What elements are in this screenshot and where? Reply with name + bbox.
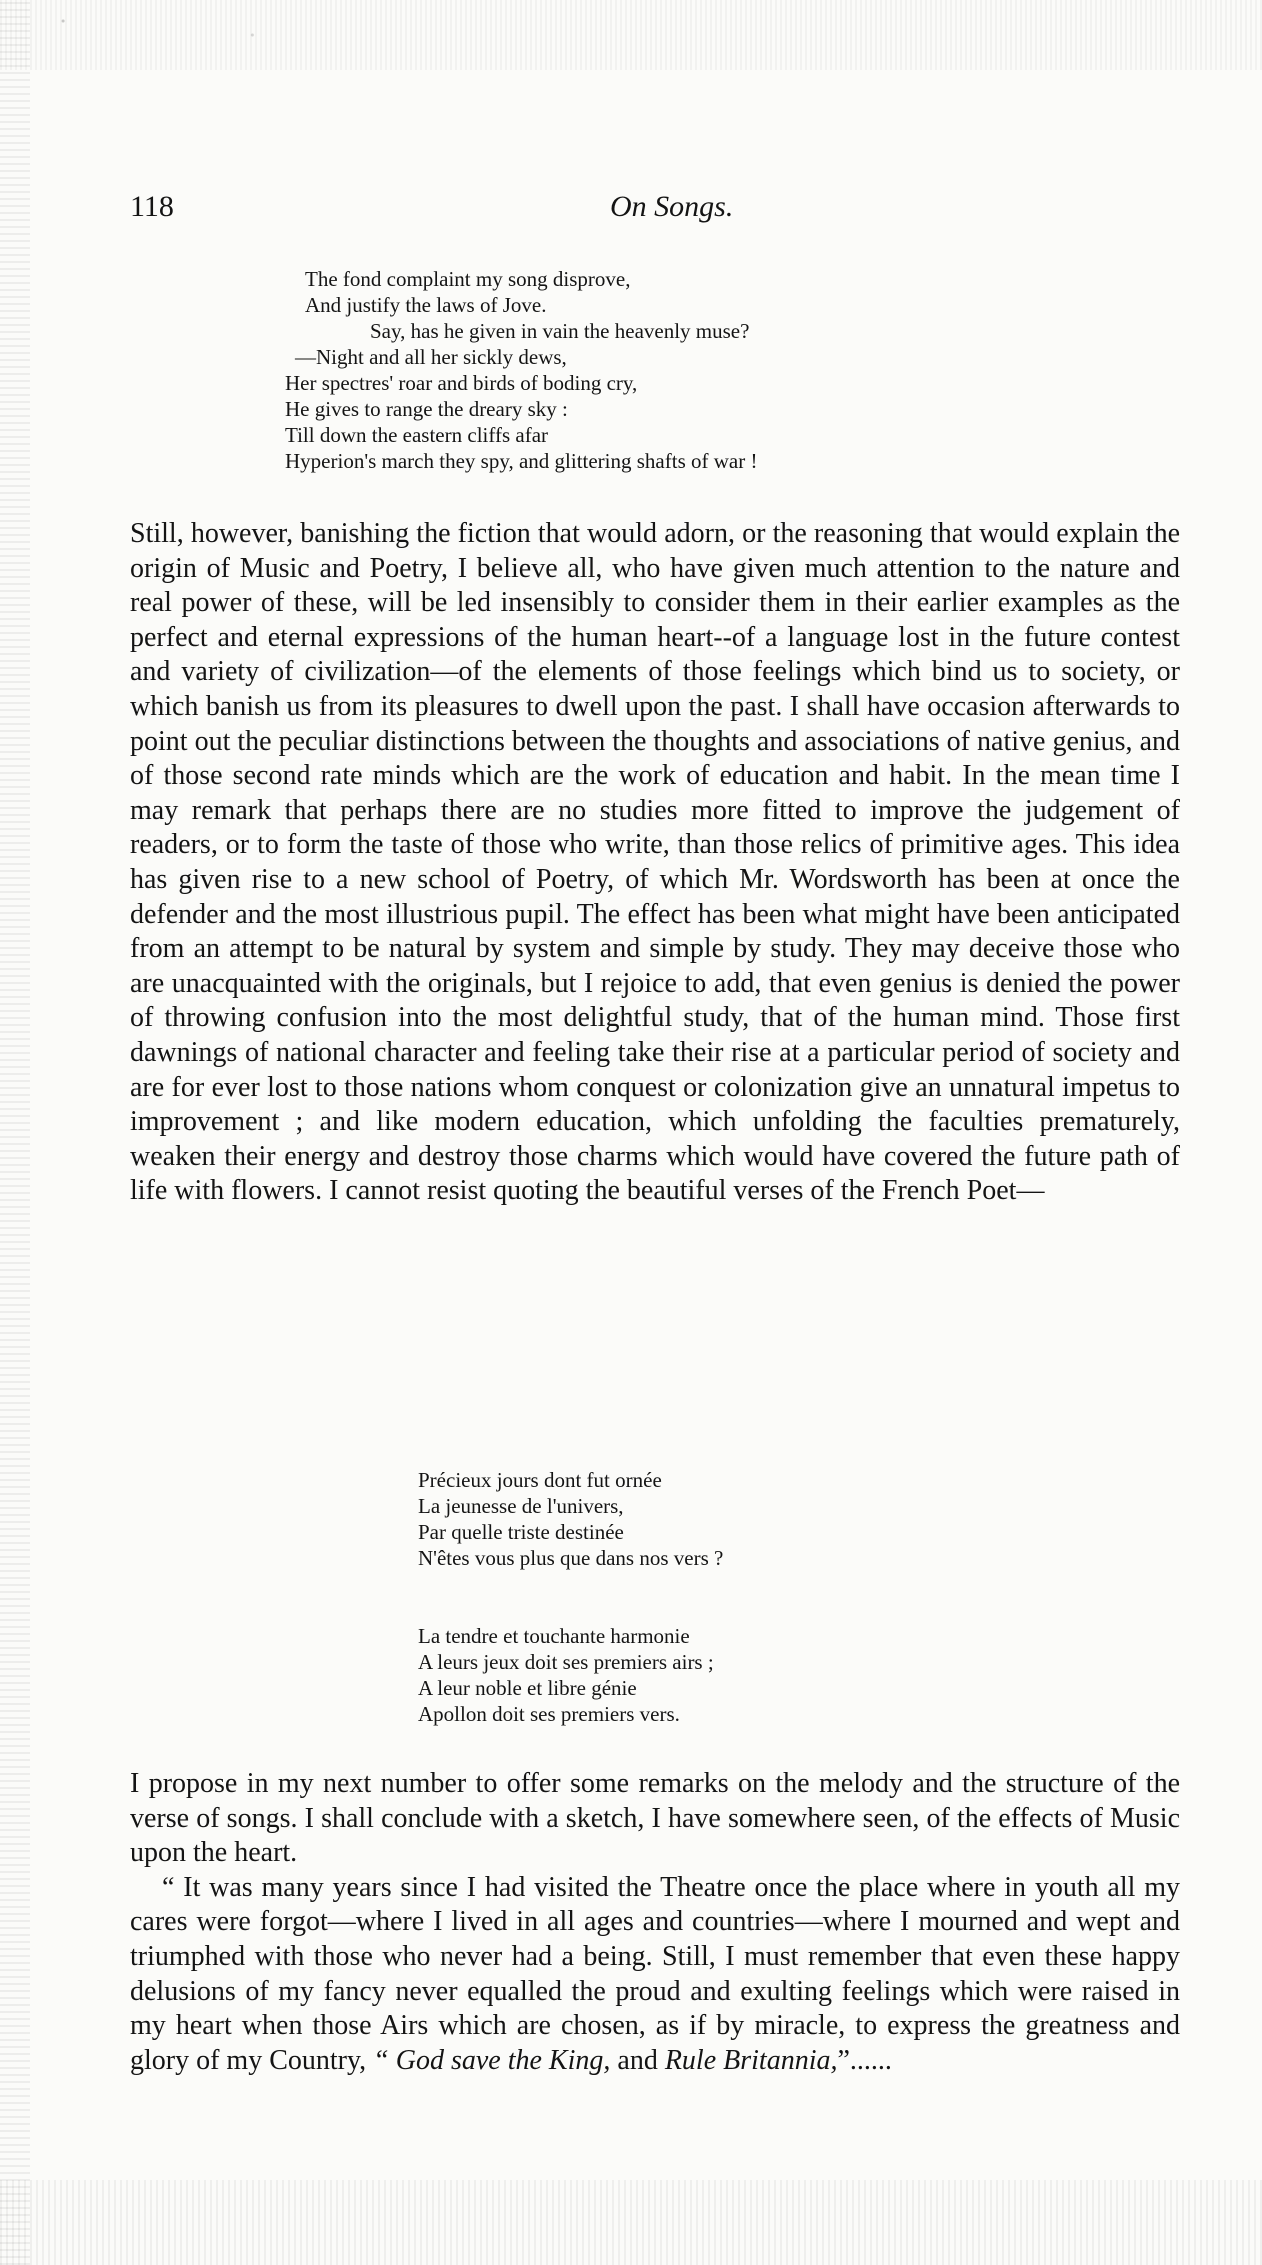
- page-header: [130, 190, 1180, 230]
- verse-line: Say, has he given in vain the heavenly muse?: [370, 319, 750, 343]
- verse-line: —Night and all her sickly dews,: [295, 345, 567, 369]
- closing-section: [130, 1767, 1180, 2078]
- paragraph-1-text: Still, however, banishing the fiction that would adorn, or the reasoning that would explain the origin of Music and Poetry, I believe all, who have given much attention to the nature and real power of these, will be led insensibly to consider them in their earlier examples as the perfect and eternal expressions of the human heart--of a language lost in the future contest and variety of civilization—of the elements of those feelings which bind us to society, or which banish us from its pleasures to dwell upon the past. I shall have occasion afterwards to point out the peculiar distinctions between the thoughts and associations of native genius, and of those second rate minds which are the work of education and habit. In the mean time I may remark that perhaps there are no studies more fitted to improve the judgement of readers, or to form the taste of those who write, than those relics of primitive ages. This idea has given rise to a new school of Poetry, of which Mr. Wordsworth has been at once the defender and the most illustrious pupil. The effect has been what might have been anticipated from an attempt to be natural by system and simple by study. They may deceive those who are unacquainted with the originals, but I rejoice to add, that even genius is denied the power of throwing confusion into the most delightful study, that of the human mind. Those first dawnings of national character and feeling take their rise at a particular period of society and are for ever lost to those nations whom conquest or colonization give an unnatural impetus to improvement ; and like modern education, which unfolding the faculties prematurely, weaken their energy and destroy those charms which would have covered the future path of life with flowers. I cannot resist quoting the beautiful verses of the French Poet—: [130, 518, 1180, 1207]
- verse-line: A leurs jeux doit ses premiers airs ;: [418, 1650, 714, 1674]
- song-title-god-save-the-king: “ God save the King,: [373, 2044, 611, 2076]
- paragraph-2: I propose in my next number to offer some remarks on the melody and the structure of the verse of songs. I shall conclude with a sketch, I have somewhere seen, of the effects of Music upon the heart.: [130, 1768, 1180, 1869]
- verse-line: A leur noble et libre génie: [418, 1676, 637, 1700]
- verse-line: And justify the laws of Jove.: [305, 293, 547, 317]
- paragraph-3-connector: and: [610, 2044, 665, 2076]
- paragraph-3: [130, 1871, 1180, 2079]
- verse-line: He gives to range the dreary sky :: [285, 397, 568, 421]
- verse-line: The fond complaint my song disprove,: [305, 267, 631, 291]
- paragraph-1: [130, 517, 1180, 1209]
- verse-french-stanza-1: [418, 1467, 723, 1571]
- verse-top: [285, 266, 758, 474]
- scan-noise-top: [0, 0, 1262, 70]
- paragraph-3-ending: ”......: [837, 2044, 892, 2076]
- page-number: 118: [130, 190, 174, 223]
- verse-line: Her spectres' roar and birds of boding cry,: [285, 371, 638, 395]
- scan-noise-left: [0, 0, 30, 2265]
- verse-line: N'êtes vous plus que dans nos vers ?: [418, 1546, 724, 1570]
- verse-line: La tendre et touchante harmonie: [418, 1624, 690, 1648]
- scan-noise-bottom: [0, 2180, 1262, 2265]
- verse-line: Hyperion's march they spy, and glittering shafts of war !: [285, 449, 758, 473]
- running-title: On Songs.: [610, 190, 734, 223]
- verse-line: Précieux jours dont fut ornée: [418, 1468, 662, 1492]
- paragraph-3-text: “ It was many years since I had visited the Theatre once the place where in youth all my cares were forgot—where I lived in all ages and countries—where I mourned and wept and triumphed with those who never had a being. Still, I must remember that even these happy delusions of my fancy never equalled the proud and exulting feelings which were raised in my heart when those Airs which are chosen, as if by miracle, to express the greatness and glory of my Country,: [130, 1871, 1180, 2076]
- verse-line: Till down the eastern cliffs afar: [285, 423, 549, 447]
- verse-french-stanza-2: [418, 1623, 714, 1727]
- verse-line: La jeunesse de l'univers,: [418, 1494, 624, 1518]
- verse-line: Par quelle triste destinée: [418, 1520, 624, 1544]
- verse-line: Apollon doit ses premiers vers.: [418, 1702, 680, 1726]
- song-title-rule-britannia: Rule Britannia,: [664, 2044, 838, 2076]
